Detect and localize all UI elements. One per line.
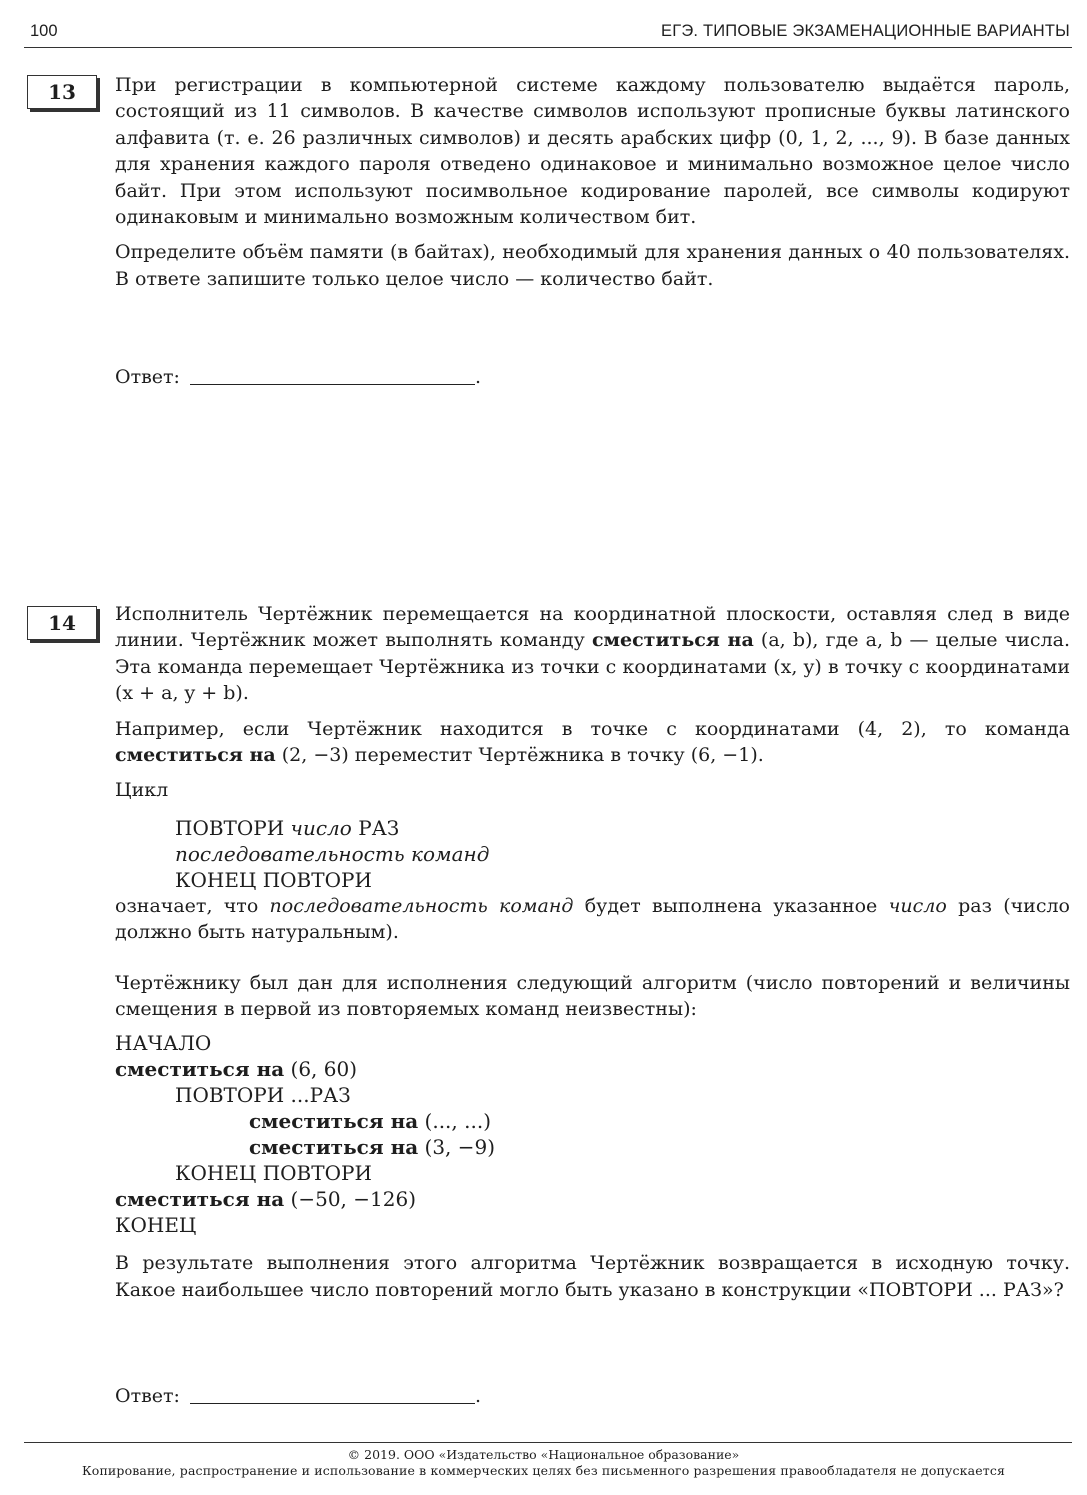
task-14-number: 14 <box>48 611 76 635</box>
header-divider <box>24 47 1072 48</box>
task-13-answer-line[interactable] <box>190 366 475 385</box>
alg-cmd: сместиться на <box>115 1057 285 1082</box>
task-14-answer: Ответ: . <box>115 1385 481 1407</box>
task-13-answer: Ответ: . <box>115 366 481 388</box>
loop-structure <box>115 815 1070 893</box>
task-14-question: В результате выполнения этого алгоритма Чертёжник возвращается в исходную точку. Какое наибольшее число повторений могло быть указано в конструкции «ПОВТОРИ ... РАЗ»? <box>115 1252 1070 1301</box>
loop-number: число <box>290 815 352 840</box>
footer-divider <box>24 1442 1072 1443</box>
means-text-3: раз (число должно быть натуральным). <box>115 894 1070 944</box>
intro-text-2: (a, b), где a, b — целые числа. Эта команда перемещает Чертёжника из точки с координатами (x, y) в точку с координатами (x + a, y + b). <box>115 629 1071 705</box>
means-text-2: будет выполнена указанное <box>573 894 889 917</box>
page-number: 100 <box>30 22 58 40</box>
loop-repeat-line <box>115 815 1070 841</box>
page-header <box>30 22 1070 46</box>
alg-cmd: сместиться на <box>249 1109 419 1134</box>
loop-seq: последовательность команд <box>175 841 490 866</box>
alg-args: (3, −9) <box>424 1135 496 1160</box>
task-14-answer-line[interactable] <box>190 1385 475 1404</box>
task-14-given: Чертёжнику был дан для исполнения следующий алгоритм (число повторений и величины смещения в первой из повторяемых команд неизвестны): <box>115 971 1070 1021</box>
alg-cmd: сместиться на <box>249 1135 419 1160</box>
task-13-number: 13 <box>48 80 76 104</box>
task-14-answer-label: Ответ: <box>115 1385 180 1407</box>
loop-repeat-keyword: ПОВТОРИ <box>175 815 285 840</box>
task-13-text <box>115 72 1070 292</box>
task-13-paragraph-1: При регистрации в компьютерной системе каждому пользователю выдаётся пароль, состоящий из 11 символов. В качестве символов используют прописные буквы латинского алфавита (т. е. 26 различных символов) и десять арабских цифр (0, 1, 2, ..., 9). В базе данных для хранения каждого пароля отведено одинаковое и минимально возможное целое число байт. При этом используют посимвольное кодирование паролей, все символы кодируют одинаковым и минимально возможным количеством бит. <box>115 74 1070 229</box>
alg-args: (6, 60) <box>290 1057 358 1082</box>
loop-times: РАЗ <box>358 815 400 840</box>
alg-line-1 <box>115 1056 1070 1082</box>
intro-text-1: Исполнитель Чертёжник перемещается на координатной плоскости, оставляя след в виде линии. Чертёжник может выполнять команду <box>115 603 1070 652</box>
loop-end-line: КОНЕЦ ПОВТОРИ <box>175 867 372 892</box>
footer-notice: Копирование, распространение и использование в коммерческих целях без письменного разрешения правообладателя не допускается <box>81 1463 1006 1478</box>
alg-repeat: ПОВТОРИ ...РАЗ <box>175 1083 351 1108</box>
alg-cmd: сместиться на <box>115 1187 285 1212</box>
task-14-intro <box>115 601 1070 707</box>
intro-command: сместиться на <box>591 629 754 652</box>
alg-line-3 <box>115 1108 1070 1134</box>
cycle-word: Цикл <box>115 779 169 802</box>
header-title: ЕГЭ. ТИПОВЫЕ ЭКЗАМЕНАЦИОННЫЕ ВАРИАНТЫ <box>661 22 1070 40</box>
loop-seq-line <box>115 841 1070 867</box>
alg-end-repeat: КОНЕЦ ПОВТОРИ <box>175 1161 372 1186</box>
footer-copyright: © 2019. ООО «Издательство «Национальное образование» <box>347 1447 740 1462</box>
alg-end: КОНЕЦ <box>115 1213 197 1238</box>
means-seq: последовательность команд <box>269 894 574 917</box>
means-number: число <box>888 894 947 917</box>
alg-args: (−50, −126) <box>290 1187 416 1212</box>
alg-start: НАЧАЛО <box>115 1031 212 1056</box>
example-text-1: Например, если Чертёжник находится в точке с координатами (4, 2), то команда <box>115 717 1070 740</box>
example-command: сместиться на <box>115 744 276 767</box>
alg-args: (..., ...) <box>424 1109 491 1134</box>
task-14-means <box>115 893 1070 946</box>
task-13-number-box <box>27 75 97 109</box>
alg-line-4 <box>115 1134 1070 1160</box>
means-text-1: означает, что <box>115 894 270 917</box>
alg-line-6 <box>115 1186 1070 1212</box>
task-13-answer-label: Ответ: <box>115 366 180 388</box>
task-14-number-box <box>27 606 97 640</box>
algorithm <box>115 1030 1070 1238</box>
task-14-text <box>115 601 1070 1303</box>
task-14-example <box>115 716 1070 769</box>
example-text-2: (2, −3) переместит Чертёжника в точку (6, −1). <box>275 744 764 767</box>
task-13-paragraph-2: Определите объём памяти (в байтах), необходимый для хранения данных о 40 пользователях. В ответе запишите только целое число — количество байт. <box>115 241 1070 290</box>
